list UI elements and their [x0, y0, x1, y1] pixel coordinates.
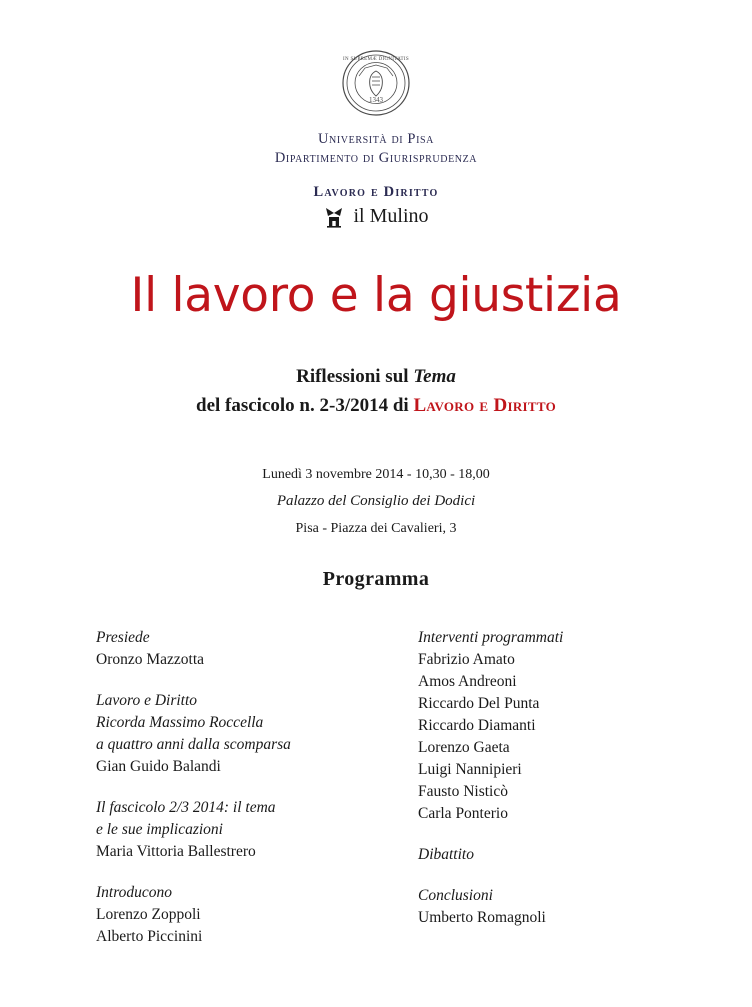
block-subrole: Ricorda Massimo Roccella [96, 713, 264, 731]
page-title: Il lavoro e la giustizia [130, 268, 622, 324]
programme-right-column [376, 627, 658, 948]
participant-name: Riccardo Diamanti [418, 716, 536, 734]
participant-name: Luigi Nannipieri [418, 760, 522, 778]
programme-columns [60, 627, 692, 948]
programme-block [418, 844, 658, 866]
event-venue: Palazzo del Consiglio dei Dodici [276, 493, 476, 510]
block-role: Lavoro e Diritto [96, 691, 198, 709]
subtitle-line-2-prefix: del fascicolo n. 2-3/2014 di [196, 394, 414, 416]
participant-name: Fausto Nisticò [418, 782, 508, 800]
participant-name: Carla Ponterio [418, 804, 508, 822]
publisher-block [60, 204, 692, 228]
subtitle-line-1 [60, 363, 692, 392]
participant-name: Amos Andreoni [418, 672, 517, 690]
participant-name: Fabrizio Amato [418, 650, 515, 668]
programme-block [418, 885, 658, 929]
department-name: Dipartimento di Giurisprudenza [274, 150, 478, 167]
programme-block [418, 627, 658, 825]
programme-block [96, 882, 336, 948]
block-subrole: a quattro anni dalla scomparsa [96, 735, 291, 753]
participant-name: Maria Vittoria Ballestrero [96, 842, 256, 860]
svg-text:1343: 1343 [369, 96, 383, 104]
participant-name: Riccardo Del Punta [418, 694, 540, 712]
block-role: Dibattito [418, 845, 474, 863]
participant-name: Gian Guido Balandi [96, 757, 221, 775]
crest-container [60, 46, 692, 120]
block-role: Conclusioni [418, 886, 493, 904]
programme-block [96, 690, 336, 778]
programme-left-column [96, 627, 336, 948]
subtitle-line-1-emphasis: Tema [413, 366, 456, 388]
block-role: Presiede [96, 628, 150, 646]
participant-name: Oronzo Mazzotta [96, 650, 205, 668]
university-name: Università di Pisa [317, 131, 435, 147]
event-date: Lunedì 3 novembre 2014 - 10,30 - 18,00 [262, 467, 490, 483]
programme-block [96, 627, 336, 671]
block-role: Introducono [96, 883, 173, 901]
svg-text:IN SUPREMÆ DIGNITATIS: IN SUPREMÆ DIGNITATIS [343, 57, 409, 62]
subtitle-line-2 [60, 392, 692, 421]
block-subrole: e le sue implicazioni [96, 820, 223, 838]
participant-name: Lorenzo Zoppoli [96, 905, 201, 923]
programme-block [96, 797, 336, 863]
subtitle-journal-accent: Lavoro e Diritto [413, 394, 556, 416]
subtitle-line-1-prefix: Riflessioni sul [296, 366, 414, 388]
block-role: Il fascicolo 2/3 2014: il tema [96, 798, 276, 816]
institution-header [60, 130, 692, 168]
publisher-name: il Mulino [353, 204, 429, 227]
university-crest-icon [339, 46, 413, 120]
event-address: Pisa - Piazza dei Cavalieri, 3 [295, 520, 457, 536]
participant-name: Lorenzo Gaeta [418, 738, 510, 756]
windmill-icon [323, 204, 345, 228]
participant-name: Alberto Piccinini [96, 927, 203, 945]
participant-name: Umberto Romagnoli [418, 908, 546, 926]
subtitle [60, 363, 692, 420]
journal-name: Lavoro e Diritto [313, 184, 439, 201]
block-role: Interventi programmati [418, 628, 564, 646]
programme-heading: Programma [322, 567, 430, 590]
event-details [60, 462, 692, 542]
